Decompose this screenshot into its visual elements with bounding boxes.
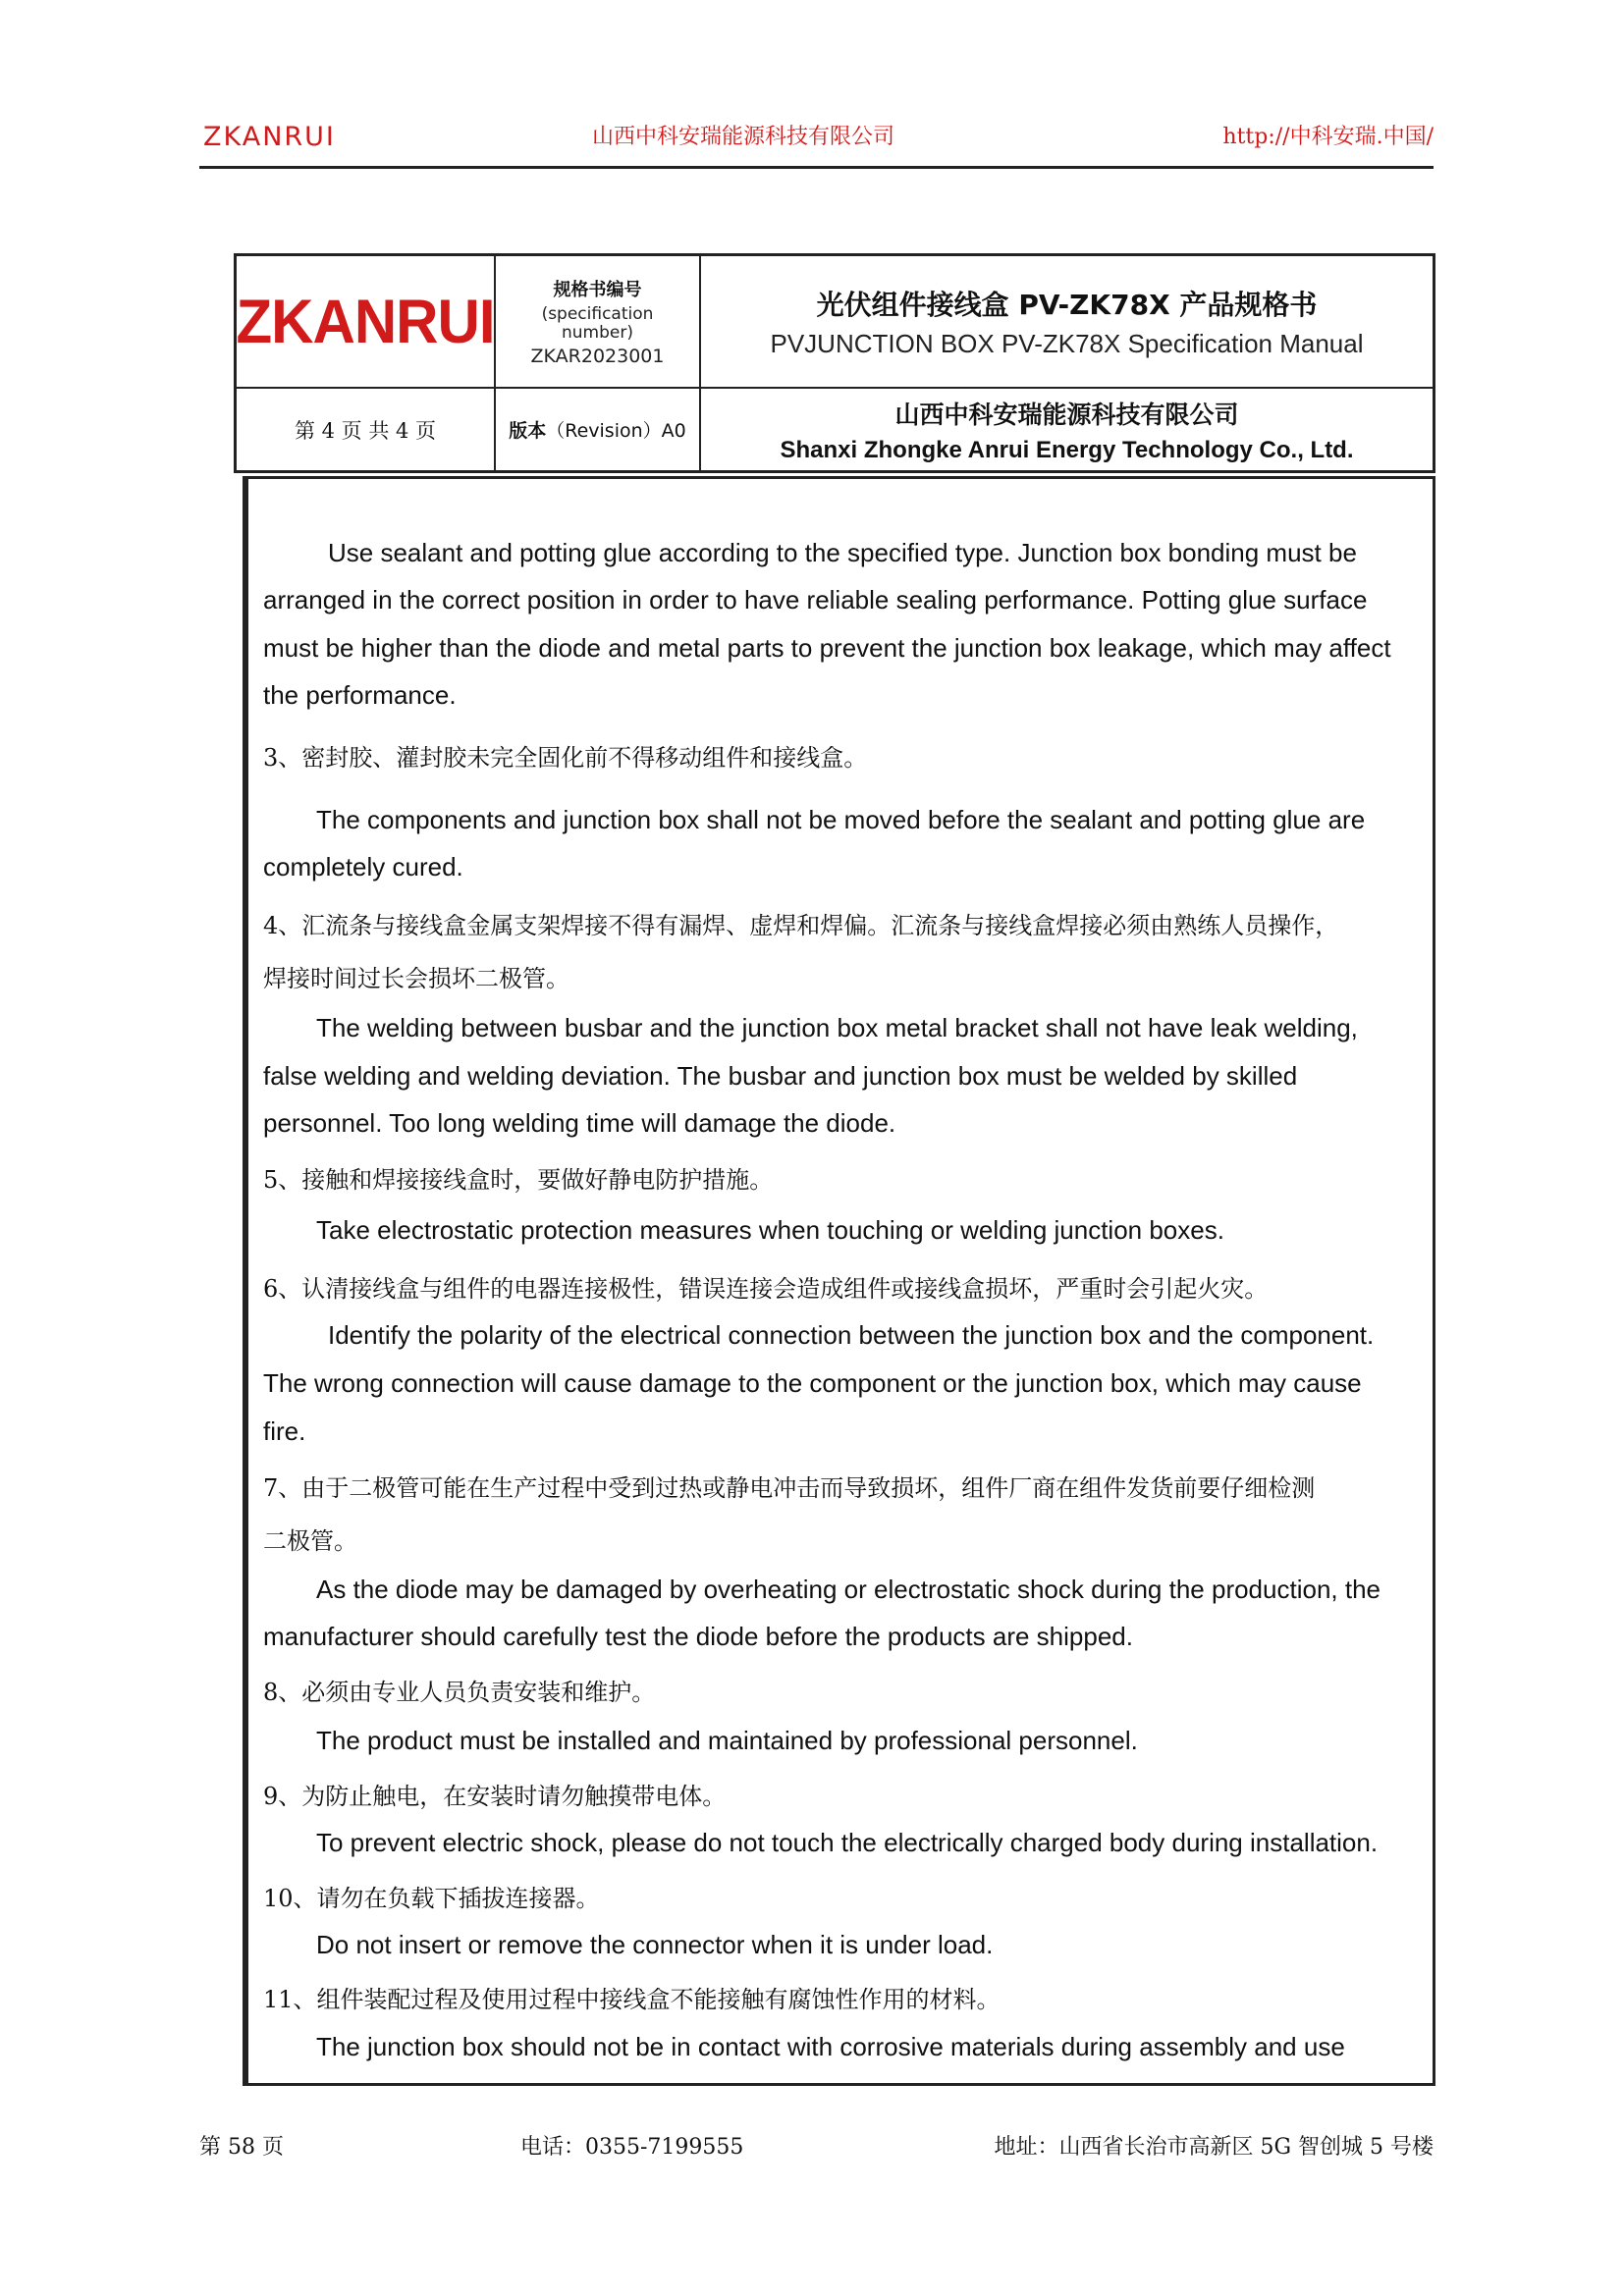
company-logo: ZKANRUI <box>236 287 495 356</box>
body-text-line: Use sealant and potting glue according to the specified type. Junction box bonding must be <box>328 538 1357 567</box>
spec-number-value: ZKAR2023001 <box>530 346 665 367</box>
document-title-cn: 光伏组件接线盒 PV-ZK78X 产品规格书 <box>816 289 1318 321</box>
revision-label: 版本 <box>509 420 547 442</box>
body-text-line: The junction box should not be in contact with corrosive materials during assembly and use <box>316 2032 1345 2061</box>
header-brand: ZKANRUI <box>203 122 336 152</box>
footer-page-number: 第 58 页 <box>199 2135 284 2160</box>
spec-number-cell <box>496 256 699 387</box>
body-text-line: 7、由于二极管可能在生产过程中受到过热或静电冲击而导致损坏，组件厂商在组件发货前要仔细检测 <box>263 1474 1316 1502</box>
company-name-cn: 山西中科安瑞能源科技有限公司 <box>894 400 1239 429</box>
revision-cell <box>496 389 699 470</box>
body-text-line: 6、认清接线盒与组件的电器连接极性，错误连接会造成组件或接线盒损坏，严重时会引起火灾。 <box>263 1275 1269 1303</box>
body-text-line: To prevent electric shock, please do not touch the electrically charged body during installation. <box>316 1828 1379 1857</box>
header-url-link[interactable]: http://中科安瑞.中国/ <box>1222 125 1434 149</box>
body-text-line: Identify the polarity of the electrical connection between the junction box and the component. <box>328 1320 1375 1350</box>
page-count-cell <box>237 389 494 470</box>
body-text-line: Do not insert or remove the connector when it is under load. <box>316 1930 994 1959</box>
body-text-line: Take electrostatic protection measures when touching or welding junction boxes. <box>316 1215 1224 1245</box>
page-footer <box>199 2130 1434 2169</box>
document-title-en: PVJUNCTION BOX PV-ZK78X Specification Manual <box>770 329 1364 358</box>
body-text-line: The welding between busbar and the junction box metal bracket shall not have leak welding, <box>316 1013 1358 1042</box>
spec-number-label-cn: 规格书编号 <box>553 280 642 300</box>
body-text-line: 10、请勿在负载下插拔连接器。 <box>263 1885 600 1912</box>
title-cell <box>701 256 1433 387</box>
body-text-line: 二极管。 <box>263 1527 357 1555</box>
company-cell <box>701 389 1433 470</box>
body-text-line: false welding and welding deviation. The busbar and junction box must be welded by skilled <box>263 1061 1298 1091</box>
body-text-line: 5、接触和焊接接线盒时，要做好静电防护措施。 <box>263 1166 774 1194</box>
body-text-line: 9、为防止触电，在安装时请勿触摸带电体。 <box>263 1783 727 1810</box>
body-text-line: As the diode may be damaged by overheating or electrostatic shock during the production, the <box>316 1575 1380 1604</box>
body-text-line: 焊接时间过长会损坏二极管。 <box>263 965 569 992</box>
spec-number-label-en: number) <box>562 323 633 343</box>
body-text-line: The components and junction box shall not be moved before the sealant and potting glue are <box>316 805 1366 834</box>
body-text-line: 11、组件装配过程及使用过程中接线盒不能接触有腐蚀性作用的材料。 <box>263 1986 1001 2013</box>
content-box <box>245 476 1435 2086</box>
body-text-line: 4、汇流条与接线盒金属支架焊接不得有漏焊、虚焊和焊偏。汇流条与接线盒焊接必须由熟练人员操作， <box>263 912 1339 939</box>
body-text-line: 8、必须由专业人员负责安装和维护。 <box>263 1679 656 1706</box>
page-count: 第 4 页 共 4 页 <box>294 418 437 443</box>
body-text-line: completely cured. <box>263 852 463 881</box>
body-text-line: The wrong connection will cause damage to the component or the junction box, which may cause <box>263 1368 1362 1398</box>
body-text-line: 3、密封胶、灌封胶未完全固化前不得移动组件和接线盒。 <box>263 744 868 772</box>
body-text-line: manufacturer should carefully test the diode before the products are shipped. <box>263 1622 1133 1651</box>
body-text-line: the performance. <box>263 680 457 710</box>
company-name-en: Shanxi Zhongke Anrui Energy Technology Co., Ltd. <box>780 436 1354 463</box>
header-company-name: 山西中科安瑞能源科技有限公司 <box>592 125 895 149</box>
spec-number-label-en: (specification <box>541 304 654 324</box>
body-text-line: must be higher than the diode and metal parts to prevent the junction box leakage, which may affect <box>263 633 1391 663</box>
revision-value: （Revision）A0 <box>546 420 686 442</box>
header-divider <box>199 166 1434 169</box>
body-text-line: fire. <box>263 1416 306 1446</box>
footer-address: 地址：山西省长治市高新区 5G 智创城 5 号楼 <box>994 2135 1434 2160</box>
footer-phone: 电话：0355-7199555 <box>520 2135 744 2160</box>
page-header <box>199 116 1434 167</box>
logo-cell <box>237 256 494 387</box>
spec-header-table <box>234 253 1435 473</box>
body-text-line: arranged in the correct position in order to have reliable sealing performance. Potting glue surface <box>263 585 1368 614</box>
body-text-line: personnel. Too long welding time will damage the diode. <box>263 1108 896 1138</box>
body-text-line: The product must be installed and maintained by professional personnel. <box>316 1726 1138 1755</box>
